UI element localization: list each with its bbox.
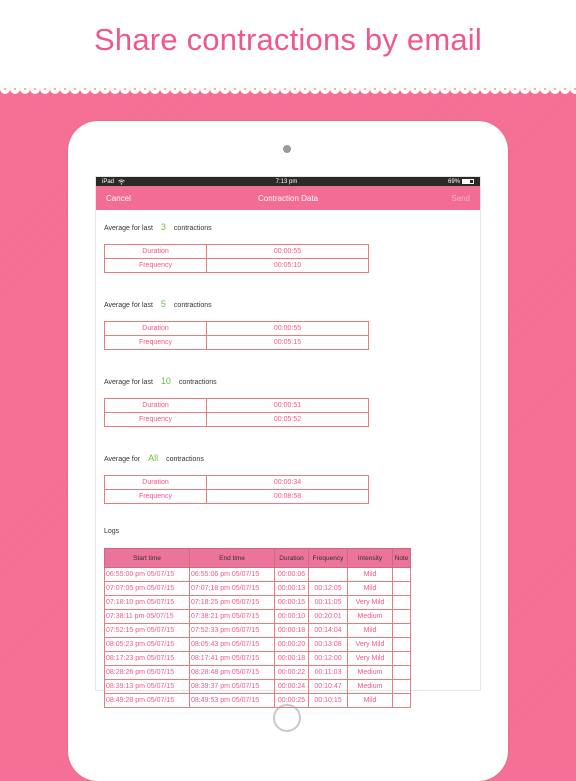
average-prefix: Average for last <box>104 379 153 386</box>
frequency-cell: 00:14:04 <box>309 624 348 638</box>
duration-label: Duration <box>105 476 207 490</box>
lace-dot <box>544 88 546 90</box>
note-cell <box>393 638 411 652</box>
average-table <box>104 321 369 350</box>
frequency-cell: 00:13:08 <box>309 638 348 652</box>
duration-cell: 00:00:13 <box>275 582 309 596</box>
average-heading <box>104 216 480 232</box>
average-count: 5 <box>160 299 166 309</box>
start-time-cell: 07:52:15 pm 05/07/15 <box>105 624 190 638</box>
lace-dot <box>404 88 406 90</box>
duration-cell: 00:00:15 <box>275 596 309 610</box>
lace-dot <box>134 88 136 90</box>
lace-dot <box>14 88 16 90</box>
battery-percent: 69% <box>447 178 460 185</box>
home-button[interactable] <box>273 704 301 732</box>
lace-dot <box>424 88 426 90</box>
table-row <box>105 680 411 694</box>
table-row <box>105 652 411 666</box>
average-suffix: contractions <box>173 225 212 232</box>
average-count: 10 <box>160 376 171 386</box>
lace-dot <box>164 88 166 90</box>
average-suffix: contractions <box>178 379 217 386</box>
duration-cell: 00:00:20 <box>275 638 309 652</box>
note-cell <box>393 568 411 582</box>
lace-dot <box>154 88 156 90</box>
start-time-cell: 06:55:00 pm 05/07/15 <box>105 568 190 582</box>
duration-cell: 00:00:24 <box>275 680 309 694</box>
lace-dot <box>244 88 246 90</box>
lace-dot <box>384 88 386 90</box>
col-intensity: Intensity <box>348 549 393 568</box>
frequency-cell: 00:12:05 <box>309 582 348 596</box>
average-prefix: Average for <box>104 456 141 463</box>
note-cell <box>393 582 411 596</box>
duration-cell: 00:00:18 <box>275 652 309 666</box>
average-count: 3 <box>160 222 166 232</box>
camera-icon <box>283 145 291 153</box>
nav-bar <box>96 186 480 210</box>
start-time-cell: 07:18:10 pm 05/07/15 <box>105 596 190 610</box>
lace-dot <box>324 88 326 90</box>
intensity-cell: Very Mild <box>348 596 393 610</box>
logs-table <box>104 548 411 708</box>
duration-value: 00:00:51 <box>207 399 369 413</box>
lace-dot <box>204 88 206 90</box>
lace-dot <box>84 88 86 90</box>
intensity-cell: Mild <box>348 582 393 596</box>
lace-dot <box>464 88 466 90</box>
duration-cell: 00:00:22 <box>275 666 309 680</box>
status-time: 7:13 pm <box>275 178 298 185</box>
duration-value: 00:00:55 <box>207 245 369 259</box>
end-time-cell: 08:28:48 pm 05/07/15 <box>190 666 275 680</box>
wifi-icon <box>118 179 125 185</box>
lace-dot <box>194 88 196 90</box>
end-time-cell: 08:05:43 pm 05/07/15 <box>190 638 275 652</box>
frequency-value: 00:08:58 <box>207 490 369 504</box>
intensity-cell: Mild <box>348 694 393 708</box>
intensity-cell: Medium <box>348 610 393 624</box>
nav-title: Contraction Data <box>257 194 319 203</box>
lace-dot <box>554 88 556 90</box>
table-row <box>105 638 411 652</box>
frequency-label: Frequency <box>105 413 207 427</box>
lace-dot <box>234 88 236 90</box>
cancel-button[interactable]: Cancel <box>106 194 131 203</box>
start-time-cell: 08:49:28 pm 05/07/15 <box>105 694 190 708</box>
frequency-value: 00:05:52 <box>207 413 369 427</box>
end-time-cell: 06:55:06 pm 05/07/15 <box>190 568 275 582</box>
lace-dot <box>44 88 46 90</box>
end-time-cell: 07:07:18 pm 05/07/15 <box>190 582 275 596</box>
note-cell <box>393 610 411 624</box>
note-cell <box>393 666 411 680</box>
lace-dot <box>144 88 146 90</box>
average-table <box>104 475 369 504</box>
average-suffix: contractions <box>166 456 204 463</box>
table-row <box>105 624 411 638</box>
lace-dot <box>264 88 266 90</box>
lace-dot <box>454 88 456 90</box>
intensity-cell: Very Mild <box>348 638 393 652</box>
lace-dot <box>474 88 476 90</box>
duration-cell: 00:00:10 <box>275 610 309 624</box>
promo-headline: Share contractions by email <box>94 22 482 57</box>
duration-cell: 00:00:18 <box>275 624 309 638</box>
intensity-cell: Mild <box>348 568 393 582</box>
average-heading <box>104 370 480 386</box>
end-time-cell: 08:49:53 pm 05/07/15 <box>190 694 275 708</box>
average-heading <box>104 293 480 309</box>
duration-cell: 00:00:06 <box>275 568 309 582</box>
intensity-cell: Very Mild <box>348 652 393 666</box>
average-table <box>104 244 369 273</box>
intensity-cell: Medium <box>348 666 393 680</box>
frequency-row <box>105 259 369 273</box>
lace-dot <box>394 88 396 90</box>
end-time-cell: 08:17:41 pm 05/07/15 <box>190 652 275 666</box>
lace-dot <box>314 88 316 90</box>
average-count: All <box>148 453 159 463</box>
lace-dot <box>524 88 526 90</box>
end-time-cell: 07:18:25 pm 05/07/15 <box>190 596 275 610</box>
note-cell <box>393 596 411 610</box>
duration-value: 00:00:55 <box>207 322 369 336</box>
note-cell <box>393 680 411 694</box>
lace-dot <box>504 88 506 90</box>
lace-dot <box>414 88 416 90</box>
average-prefix: Average for last <box>104 225 153 232</box>
logs-header-row <box>105 549 411 568</box>
lace-dot <box>184 88 186 90</box>
lace-dot <box>174 88 176 90</box>
duration-row <box>105 399 369 413</box>
lace-dot <box>564 88 566 90</box>
intensity-cell: Medium <box>348 680 393 694</box>
frequency-cell: 00:11:05 <box>309 596 348 610</box>
lace-dot <box>254 88 256 90</box>
start-time-cell: 08:17:23 pm 05/07/15 <box>105 652 190 666</box>
status-bar <box>96 177 480 186</box>
frequency-cell: 00:10:47 <box>309 680 348 694</box>
duration-label: Duration <box>105 245 207 259</box>
lace-dot <box>484 88 486 90</box>
frequency-row <box>105 336 369 350</box>
lace-dot <box>494 88 496 90</box>
frequency-label: Frequency <box>105 259 207 273</box>
lace-dot <box>224 88 226 90</box>
lace-dot <box>514 88 516 90</box>
lace-dot <box>214 88 216 90</box>
lace-dot <box>434 88 436 90</box>
col-frequency: Frequency <box>309 549 348 568</box>
table-row <box>105 694 411 708</box>
table-row <box>105 568 411 582</box>
start-time-cell: 08:39:13 pm 05/07/15 <box>105 680 190 694</box>
table-row <box>105 582 411 596</box>
lace-dot <box>274 88 276 90</box>
lace-dot <box>64 88 66 90</box>
table-row <box>105 666 411 680</box>
lace-dot <box>124 88 126 90</box>
lace-dot <box>354 88 356 90</box>
note-cell <box>393 694 411 708</box>
lace-dot <box>74 88 76 90</box>
lace-dot <box>534 88 536 90</box>
duration-label: Duration <box>105 322 207 336</box>
start-time-cell: 08:28:26 pm 05/07/15 <box>105 666 190 680</box>
frequency-cell: 00:11:03 <box>309 666 348 680</box>
frequency-row <box>105 413 369 427</box>
table-row <box>105 610 411 624</box>
start-time-cell: 07:38:11 pm 05/07/15 <box>105 610 190 624</box>
average-heading <box>104 447 480 463</box>
lace-dot <box>294 88 296 90</box>
duration-label: Duration <box>105 399 207 413</box>
frequency-row <box>105 490 369 504</box>
frequency-label: Frequency <box>105 490 207 504</box>
duration-cell: 00:00:25 <box>275 694 309 708</box>
col-note: Note <box>393 549 411 568</box>
lace-dot <box>344 88 346 90</box>
device-label: iPad <box>102 178 115 185</box>
start-time-cell: 07:07:05 pm 05/07/15 <box>105 582 190 596</box>
lace-dot <box>54 88 56 90</box>
average-prefix: Average for last <box>104 302 153 309</box>
duration-row <box>105 322 369 336</box>
end-time-cell: 07:38:21 pm 05/07/15 <box>190 610 275 624</box>
lace-dot <box>24 88 26 90</box>
end-time-cell: 08:39:37 pm 05/07/15 <box>190 680 275 694</box>
logs-heading: Logs <box>104 528 120 535</box>
lace-dot <box>364 88 366 90</box>
lace-dot <box>114 88 116 90</box>
frequency-cell: 00:10:15 <box>309 694 348 708</box>
duration-row <box>105 476 369 490</box>
frequency-label: Frequency <box>105 336 207 350</box>
frequency-cell: 00:12:00 <box>309 652 348 666</box>
battery-icon <box>462 179 474 184</box>
note-cell <box>393 624 411 638</box>
lace-dot <box>334 88 336 90</box>
average-table <box>104 398 369 427</box>
frequency-cell: 00:20:01 <box>309 610 348 624</box>
start-time-cell: 08:05:23 pm 05/07/15 <box>105 638 190 652</box>
average-suffix: contractions <box>173 302 212 309</box>
col-duration: Duration <box>275 549 309 568</box>
lace-dot <box>34 88 36 90</box>
lace-dot <box>284 88 286 90</box>
end-time-cell: 07:52:33 pm 05/07/15 <box>190 624 275 638</box>
table-row <box>105 596 411 610</box>
send-button[interactable]: Send <box>451 194 470 203</box>
lace-dot <box>304 88 306 90</box>
intensity-cell: Mild <box>348 624 393 638</box>
lace-dot <box>374 88 376 90</box>
lace-dot <box>94 88 96 90</box>
device-screen <box>95 176 481 704</box>
lace-dot <box>4 88 6 90</box>
duration-value: 00:00:34 <box>207 476 369 490</box>
lace-dot <box>104 88 106 90</box>
note-cell <box>393 652 411 666</box>
col-end-time: End time <box>190 549 275 568</box>
lace-dot <box>444 88 446 90</box>
duration-row <box>105 245 369 259</box>
frequency-cell <box>309 568 348 582</box>
frequency-value: 00:05:10 <box>207 259 369 273</box>
frequency-value: 00:05:15 <box>207 336 369 350</box>
col-start-time: Start time <box>105 549 190 568</box>
report-content <box>96 216 480 708</box>
